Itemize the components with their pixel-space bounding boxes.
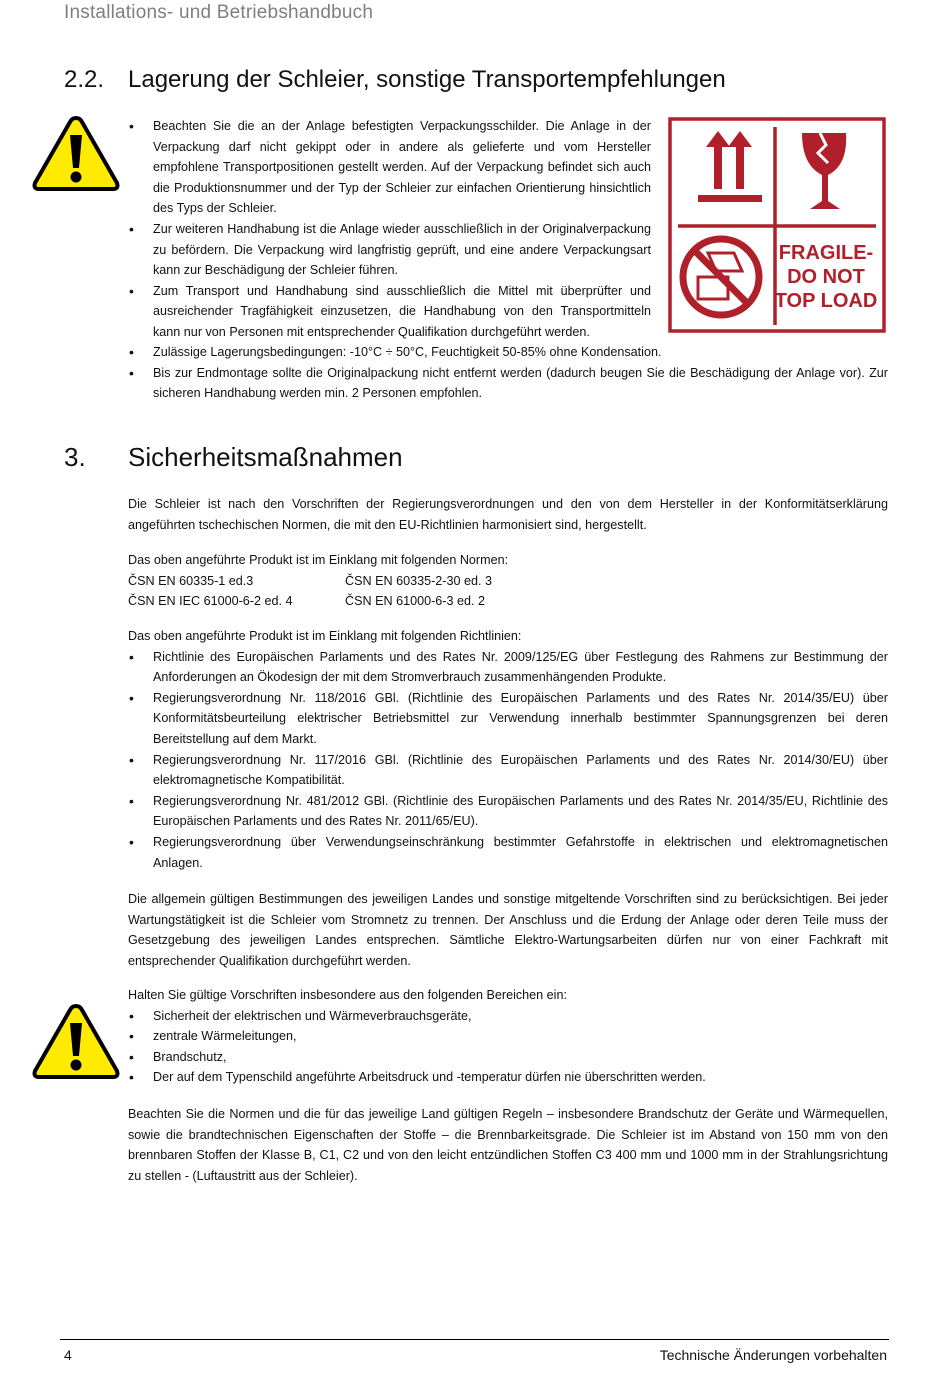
- directives-block: [128, 626, 888, 873]
- list-item: • Regierungsverordnung über Verwendungseinschränkung bestimmter Gefahrstoffe in elektrischen und elektromagnetischen Anlagen.: [128, 832, 888, 873]
- section-2-2-number: 2.2.: [64, 66, 105, 93]
- norm-item: ČSN EN 61000-6-3 ed. 2: [345, 594, 486, 609]
- list-item: • Zur weiteren Handhabung ist die Anlage wieder ausschließlich in der Originalverpackung zu befördern. Die Verpackung wird langfristig geprüft, und eine andere Verpackungsart kann zur Beschädigung der Schleier führen.: [128, 219, 651, 281]
- section-2-2-heading: [64, 66, 726, 94]
- list-item: • Regierungsverordnung Nr. 118/2016 GBl. (Richtlinie des Europäischen Parlaments und des Rates Nr. 2014/35/EU) über Konformitätsbeurteilung elektrischer Betriebsmittel zur Verwendung innerhalb bestimmter Spannungsgrenzen bei deren Bereitstellung auf dem Markt.: [128, 688, 888, 750]
- document-header-title: Installations- und Betriebshandbuch: [64, 2, 374, 23]
- list-item: • zentrale Wärmeleitungen,: [128, 1026, 888, 1047]
- areas-intro: Halten Sie gültige Vorschriften insbesondere aus den folgenden Bereichen ein:: [128, 988, 567, 1002]
- norm-item: ČSN EN IEC 61000-6-2 ed. 4: [128, 594, 293, 609]
- footer-note: Technische Änderungen vorbehalten: [659, 1347, 887, 1363]
- norms-row: [128, 591, 888, 612]
- warning-icon: [30, 113, 122, 193]
- norms-intro: Das oben angeführte Produkt ist im Einklang mit folgenden Normen:: [128, 553, 509, 567]
- norms-block: [128, 550, 888, 612]
- norms-row: [128, 571, 888, 592]
- section-3-number: 3.: [64, 442, 86, 472]
- page-number: 4: [64, 1347, 72, 1363]
- list-item: • Richtlinie des Europäischen Parlaments und des Rates Nr. 2009/125/EG über Festlegung des Rahmens zur Bestimmung der Anforderungen an Ökodesign der mit dem Stromverbrauch zusammenhängenden Produkte.: [128, 647, 888, 688]
- section-3-heading: [64, 442, 403, 473]
- section-3-intro: Die Schleier ist nach den Vorschriften der Regierungsverordnungen und den von dem Hersteller in der Konformitätserklärung angeführten tschechischen Normen, die mit den EU-Richtlinien harmonisiert sind, hergestellt.: [128, 497, 888, 532]
- list-item: • Beachten Sie die an der Anlage befestigten Verpackungsschilder. Die Anlage in der Verpackung darf nicht gekippt oder in andere als gelieferte und vom Hersteller empfohlene Transportpositionen gestellt werden. Auf der Verpackung befindet sich auch die Produktionsnummer und der Typ der Schleier zur einfachen Orientierung hinsichtlich des Typs der Schleier.: [128, 116, 651, 219]
- section-2-2-title: Lagerung der Schleier, sonstige Transportempfehlungen: [128, 66, 726, 93]
- list-item: • Zum Transport und Handhabung sind ausschließlich die Mittel mit überprüfter und ausreichender Tragfähigkeit einzusetzen, die Handhabung von den Transportmitteln kann nur von Personen mit entsprechender Qualifikation durchgeführt werden.: [128, 281, 651, 343]
- warning-icon: [30, 1001, 122, 1081]
- list-item: • Sicherheit der elektrischen und Wärmeverbrauchsgeräte,: [128, 1006, 888, 1027]
- list-item: • Regierungsverordnung Nr. 481/2012 GBl. (Richtlinie des Europäischen Parlaments und des Rates Nr. 2014/35/EU, Richtlinie des Europäischen Parlaments und des Rates Nr. 2011/65/EU).: [128, 791, 888, 832]
- general-paragraph: Die allgemein gültigen Bestimmungen des jeweiligen Landes und sonstige mitgeltende Vorschriften sind zu berücksichtigen. Bei jeder Wartungstätigkeit ist die Schleier vom Stromnetz zu trennen. Der Anschluss und die Erdung der Anlage oder deren Teile muss der Gesetzgebung des jeweiligen Landes entsprechen. Sämtliche Elektro-Wartungsarbeiten dürfen nur von einer Fachkraft mit entsprechender Qualifikation durchgeführt werden.: [128, 892, 888, 968]
- directives-intro: Das oben angeführte Produkt ist im Einklang mit folgenden Richtlinien:: [128, 629, 522, 643]
- norm-item: ČSN EN 60335-1 ed.3: [128, 573, 254, 588]
- section-3-title: Sicherheitsmaßnahmen: [128, 442, 403, 472]
- areas-block: [128, 985, 888, 1088]
- fragile-label-line1: FRAGILE-: [778, 242, 874, 264]
- fragile-label-line3: TOP LOAD: [774, 290, 878, 312]
- list-item: • Der auf dem Typenschild angeführte Arbeitsdruck und -temperatur dürfen nie überschritten werden.: [128, 1067, 888, 1088]
- section-2-2-bullets-full: [128, 342, 888, 404]
- list-item: • Brandschutz,: [128, 1047, 888, 1068]
- footer-divider: [60, 1339, 889, 1340]
- list-item: • Regierungsverordnung Nr. 117/2016 GBl. (Richtlinie des Europäischen Parlaments und des Rates Nr. 2014/30/EU) über elektromagnetische Kompatibilität.: [128, 750, 888, 791]
- section-2-2-bullets-narrow: [128, 116, 651, 343]
- fragile-label-line2: DO NOT: [787, 266, 865, 288]
- closing-paragraph: Beachten Sie die Normen und die für das jeweilige Land gültigen Regeln – insbesondere Brandschutz der Geräte und Wärmequellen, sowie die brandtechnischen Eigenschaften der Stoffe – die Brennbarkeitsgrade. Die Schleier ist im Abstand von 150 mm von den brennbaren Stoffen der Klasse B, C1, C2 und von den leicht entzündlichen Stoffen C3 400 mm und 1000 mm in der Strahlungsrichtung zu stellen - (Luftaustritt aus der Schleier).: [128, 1107, 888, 1183]
- norm-item: ČSN EN 60335-2-30 ed. 3: [345, 573, 493, 588]
- list-item: • Zulässige Lagerungsbedingungen: -10°C ÷ 50°C, Feuchtigkeit 50-85% ohne Kondensation.: [128, 342, 888, 363]
- list-item: • Bis zur Endmontage sollte die Originalpackung nicht entfernt werden (dadurch beugen Sie die Beschädigung der Anlage vor). Zur sicheren Handhabung werden min. 2 Personen empfohlen.: [128, 363, 888, 404]
- fragile-label-icon: [668, 117, 886, 333]
